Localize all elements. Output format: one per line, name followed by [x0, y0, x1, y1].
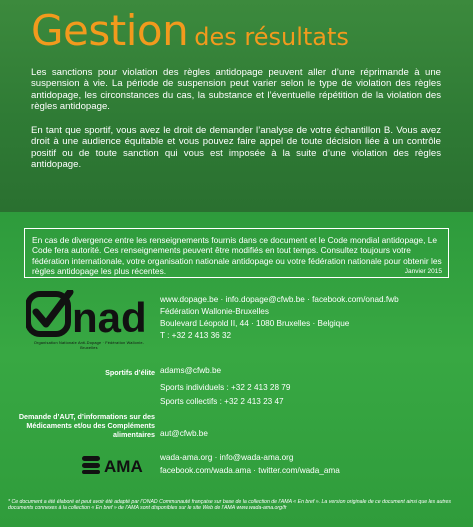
- ama-social[interactable]: facebook.com/wada.ama · twitter.com/wada_ama: [160, 466, 340, 475]
- individual-phone: Sports individuels : +32 2 413 28 79: [160, 383, 291, 392]
- paragraph-sanctions: Les sanctions pour violation des règles antidopage peuvent aller d’une réprimande à une suspension à vie. La période de suspension peut varier selon le type de violation des règles antidopage, les circonstances du cas, la substance et l’éventuelle répétition de la violation des règles antidopage.: [31, 67, 441, 112]
- title-rest: des résultats: [194, 23, 349, 51]
- paragraph-rights: En tant que sportif, vous avez le droit de demander l’analyse de votre échantillon B. Vous avez droit à une audience équitable et vous pouvez faire appel de toute décision liée à un contrôle positif ou de toute sanction qui vous est imposée à la suite d’une violation des règles antidopage.: [31, 125, 441, 170]
- ama-links[interactable]: wada-ama.org · info@wada-ama.org: [160, 453, 294, 462]
- disclaimer-text: En cas de divergence entre les renseignements fournis dans ce document et le Code mondial antidopage, Le Code fera autorité. Ces renseignements peuvent être modifiés en tout temps. Consultez toujours votre fédération internationale, votre organisation nationale antidopage ou votre fédération nationale pour obtenir les règles antidopage les plus récentes.: [32, 235, 442, 276]
- ama-logo-text: AMA: [104, 457, 143, 475]
- onad-subtitle: Organisation Nationale Anti-Dopage · Fédération Wallonie-Bruxelles: [33, 341, 145, 350]
- disclaimer-box: [24, 228, 449, 278]
- elite-email[interactable]: adams@cfwb.be: [160, 366, 222, 375]
- ama-logo: [80, 453, 158, 475]
- onad-org: Fédération Wallonie-Bruxelles: [160, 307, 269, 316]
- title-main: Gestion: [31, 6, 189, 55]
- page-title: [31, 6, 349, 55]
- collective-phone: Sports collectifs : +32 2 413 23 47: [160, 397, 284, 406]
- onad-links[interactable]: www.dopage.be · info.dopage@cfwb.be · facebook.com/onad.fwb: [160, 295, 399, 304]
- footnote: * Ce document a été élaboré et peut avoir été adapté par l’ONAD Communauté française sur base de la collection de l’AMA « En bref ». La version originale de ce document ainsi que les autres documents connexes à la collection « En bref » de l’AMA sont disponibles sur le site Web de l’AMA www.wada-ama.org/fr: [8, 499, 452, 512]
- aut-label: Demande d’AUT, d’informations sur des Médicaments et/ou des Compléments alimentaires: [18, 412, 155, 439]
- onad-address: Boulevard Léopold II, 44 · 1080 Bruxelles · Belgique: [160, 319, 350, 328]
- elite-label: Sportifs d’élite: [105, 368, 155, 377]
- onad-phone: T : +32 2 413 36 32: [160, 331, 232, 340]
- onad-logo: [26, 290, 152, 346]
- onad-logo-text: nad: [72, 294, 147, 341]
- aut-email[interactable]: aut@cfwb.be: [160, 429, 208, 438]
- disclaimer-date: Janvier 2015: [404, 268, 442, 275]
